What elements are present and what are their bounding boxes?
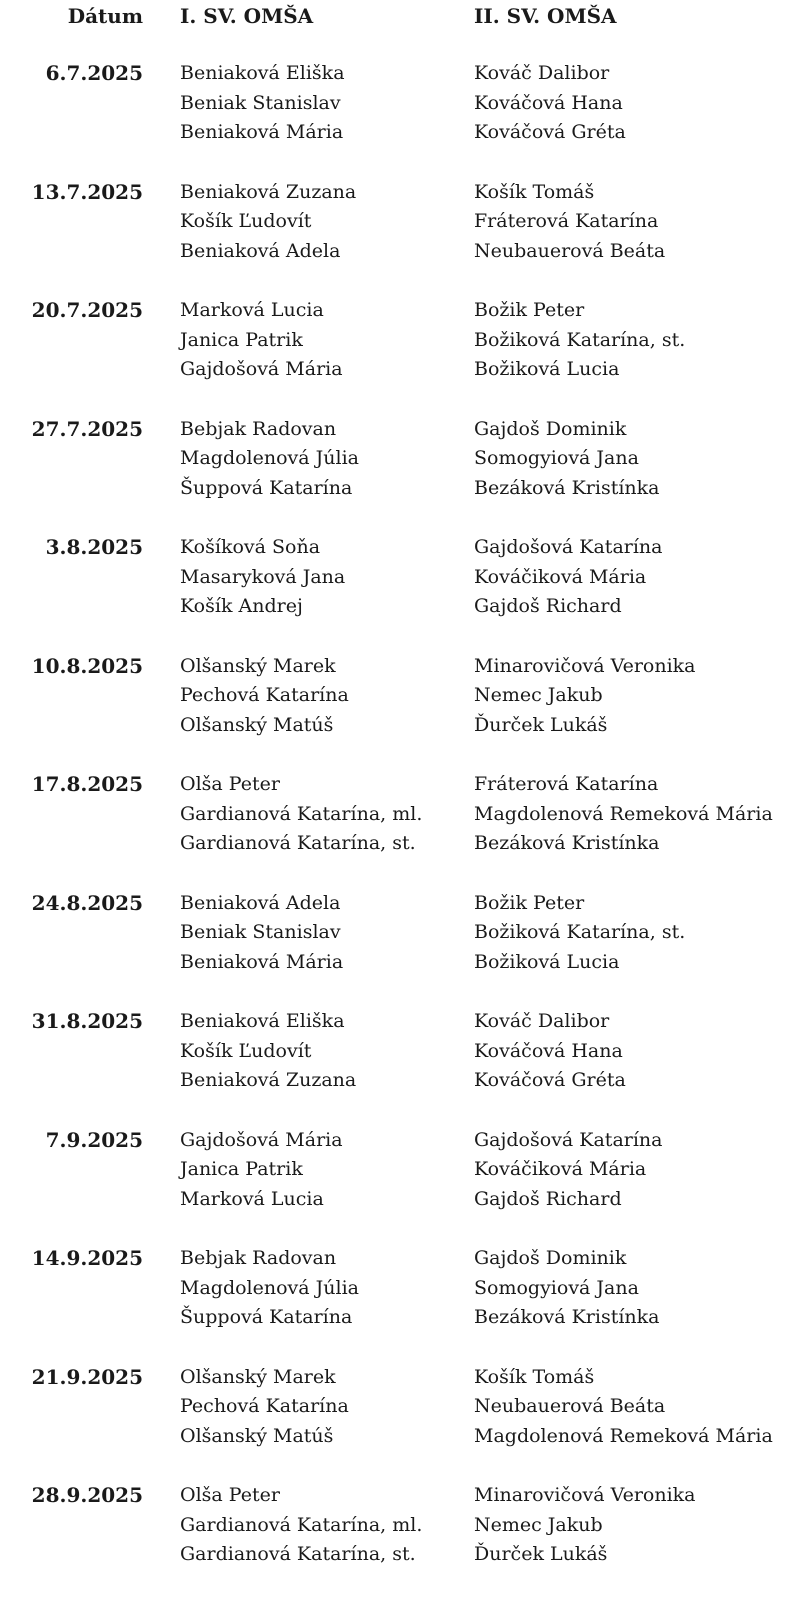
- server-name: Košík Ľudovít: [180, 1039, 312, 1062]
- mass-2-names: [474, 770, 773, 859]
- server-name: Božik Peter: [474, 299, 585, 321]
- server-name: Beniak Stanislav: [180, 91, 341, 114]
- server-name: Magdolenová Júlia: [180, 447, 359, 470]
- mass-1-names: [180, 415, 359, 504]
- mass-2-names: [474, 652, 696, 741]
- server-name: Kováčová Hana: [474, 1039, 623, 1062]
- header-mass-2: II. SV. OMŠA: [474, 4, 617, 28]
- server-name: Gajdoš Dominik: [474, 417, 627, 440]
- server-name: Olša Peter: [180, 1484, 280, 1506]
- server-name: Neubauerová Beáta: [474, 1395, 666, 1418]
- schedule-row: [0, 1007, 805, 1126]
- schedule-row: [0, 533, 805, 652]
- schedule-row: [0, 59, 805, 178]
- mass-1-names: [180, 1363, 349, 1452]
- row-date: 3.8.2025: [45, 535, 143, 559]
- mass-2-names: [474, 1481, 696, 1570]
- server-name: Božik Peter: [474, 891, 585, 914]
- row-date: 14.9.2025: [31, 1246, 143, 1270]
- server-name: Košík Ľudovít: [180, 210, 312, 233]
- schedule-row: [0, 1244, 805, 1363]
- mass-1-names: [180, 889, 343, 978]
- row-date: 31.8.2025: [31, 1009, 143, 1033]
- server-name: Beniaková Adela: [180, 239, 341, 262]
- server-name: Košík Tomáš: [474, 1365, 595, 1388]
- server-name: Marková Lucia: [180, 299, 324, 321]
- row-date: 20.7.2025: [31, 298, 143, 322]
- server-name: Beniak Stanislav: [180, 921, 341, 944]
- mass-1-names: [180, 1481, 422, 1570]
- server-name: Marková Lucia: [180, 1187, 324, 1210]
- schedule-row: [0, 296, 805, 415]
- server-name: Masaryková Jana: [180, 565, 346, 588]
- server-name: Gajdošová Mária: [180, 358, 343, 381]
- server-name: Beniaková Eliška: [180, 62, 345, 84]
- mass-2-names: [474, 296, 685, 385]
- server-name: Šuppová Katarína: [180, 476, 353, 499]
- server-name: Bezáková Kristínka: [474, 832, 660, 855]
- server-name: Kováčová Hana: [474, 91, 623, 114]
- server-name: Beniaková Adela: [180, 891, 341, 914]
- server-name: Beniaková Zuzana: [180, 1069, 357, 1092]
- mass-1-names: [180, 178, 356, 267]
- server-name: Gajdoš Richard: [474, 1187, 622, 1210]
- schedule-row: [0, 178, 805, 297]
- mass-1-names: [180, 1244, 359, 1333]
- server-name: Božiková Lucia: [474, 358, 620, 381]
- server-name: Magdolenová Remeková Mária: [474, 1424, 773, 1447]
- server-name: Pechová Katarína: [180, 1395, 349, 1418]
- server-name: Kováč Dalibor: [474, 62, 610, 84]
- server-name: Janica Patrik: [180, 1158, 303, 1181]
- server-name: Nemec Jakub: [474, 1513, 603, 1536]
- server-name: Fráterová Katarína: [474, 773, 659, 795]
- server-name: Gajdoš Richard: [474, 595, 622, 618]
- server-name: Košíková Soňa: [180, 536, 321, 558]
- server-name: Olša Peter: [180, 773, 280, 795]
- mass-1-names: [180, 1126, 343, 1215]
- server-name: Beniaková Eliška: [180, 1010, 345, 1032]
- server-name: Somogyiová Jana: [474, 1276, 639, 1299]
- server-name: Beniaková Mária: [180, 950, 344, 973]
- schedule-row: [0, 1126, 805, 1245]
- mass-2-names: [474, 59, 626, 148]
- schedule-row: [0, 1363, 805, 1482]
- server-name: Nemec Jakub: [474, 684, 603, 707]
- server-name: Bezáková Kristínka: [474, 1306, 660, 1329]
- mass-2-names: [474, 1363, 773, 1452]
- mass-1-names: [180, 1007, 356, 1096]
- server-name: Košík Andrej: [180, 595, 303, 618]
- schedule-row: [0, 1481, 805, 1600]
- server-name: Ďurček Lukáš: [474, 713, 608, 736]
- mass-1-names: [180, 296, 343, 385]
- mass-2-names: [474, 1244, 660, 1333]
- server-name: Gardianová Katarína, st.: [180, 1543, 416, 1566]
- server-name: Beniaková Zuzana: [180, 180, 357, 203]
- mass-2-names: [474, 178, 665, 267]
- server-name: Pechová Katarína: [180, 684, 349, 707]
- header-date: Dátum: [67, 4, 143, 28]
- row-date: 24.8.2025: [31, 890, 143, 915]
- server-name: Bezáková Kristínka: [474, 476, 660, 499]
- server-name: Olšanský Matúš: [180, 1424, 334, 1447]
- server-name: Gardianová Katarína, ml.: [180, 802, 423, 825]
- table-header: [0, 0, 805, 32]
- server-name: Kováč Dalibor: [474, 1010, 610, 1032]
- row-date: 17.8.2025: [31, 772, 143, 796]
- row-date: 6.7.2025: [45, 61, 143, 85]
- schedule-row: [0, 889, 805, 1008]
- server-name: Olšanský Matúš: [180, 713, 334, 736]
- server-name: Minarovičová Veronika: [474, 654, 696, 677]
- schedule-row: [0, 770, 805, 889]
- header-mass-1: I. SV. OMŠA: [180, 4, 314, 28]
- server-name: Božiková Katarína, st.: [474, 921, 686, 944]
- server-name: Fráterová Katarína: [474, 210, 659, 233]
- server-name: Magdolenová Remeková Mária: [474, 802, 773, 825]
- server-name: Kováčiková Mária: [474, 1158, 647, 1181]
- server-name: Gajdošová Katarína: [474, 536, 663, 558]
- mass-2-names: [474, 889, 685, 978]
- server-name: Minarovičová Veronika: [474, 1484, 696, 1506]
- server-name: Gajdošová Mária: [180, 1128, 343, 1151]
- mass-1-names: [180, 770, 422, 859]
- server-name: Gardianová Katarína, st.: [180, 832, 416, 855]
- server-name: Božiková Lucia: [474, 950, 620, 973]
- server-name: Kováčiková Mária: [474, 565, 647, 588]
- server-name: Gajdošová Katarína: [474, 1128, 663, 1151]
- mass-2-names: [474, 1007, 626, 1096]
- server-name: Olšanský Marek: [180, 654, 336, 677]
- server-name: Janica Patrik: [180, 328, 303, 351]
- server-name: Božiková Katarína, st.: [474, 328, 686, 351]
- mass-2-names: [474, 415, 660, 504]
- mass-1-names: [180, 59, 345, 148]
- mass-2-names: [474, 1126, 663, 1215]
- row-date: 27.7.2025: [31, 416, 143, 441]
- server-name: Šuppová Katarína: [180, 1306, 353, 1329]
- server-name: Olšanský Marek: [180, 1365, 336, 1388]
- schedule-row: [0, 415, 805, 534]
- server-name: Gardianová Katarína, ml.: [180, 1513, 423, 1536]
- schedule-row: [0, 652, 805, 771]
- row-date: 13.7.2025: [31, 179, 143, 204]
- server-name: Kováčová Gréta: [474, 121, 626, 144]
- server-name: Bebjak Radovan: [180, 417, 337, 440]
- server-name: Bebjak Radovan: [180, 1247, 337, 1269]
- server-name: Somogyiová Jana: [474, 447, 639, 470]
- mass-1-names: [180, 533, 345, 622]
- mass-1-names: [180, 652, 349, 741]
- row-date: 7.9.2025: [45, 1127, 143, 1152]
- server-name: Magdolenová Júlia: [180, 1276, 359, 1299]
- row-date: 28.9.2025: [31, 1483, 143, 1507]
- row-date: 21.9.2025: [31, 1364, 143, 1389]
- server-name: Beniaková Mária: [180, 121, 344, 144]
- server-name: Gajdoš Dominik: [474, 1247, 627, 1269]
- server-name: Neubauerová Beáta: [474, 239, 666, 262]
- server-name: Kováčová Gréta: [474, 1069, 626, 1092]
- schedule-rows: [0, 59, 805, 1600]
- mass-2-names: [474, 533, 663, 622]
- row-date: 10.8.2025: [31, 653, 143, 678]
- server-name: Košík Tomáš: [474, 180, 595, 203]
- server-name: Ďurček Lukáš: [474, 1543, 608, 1566]
